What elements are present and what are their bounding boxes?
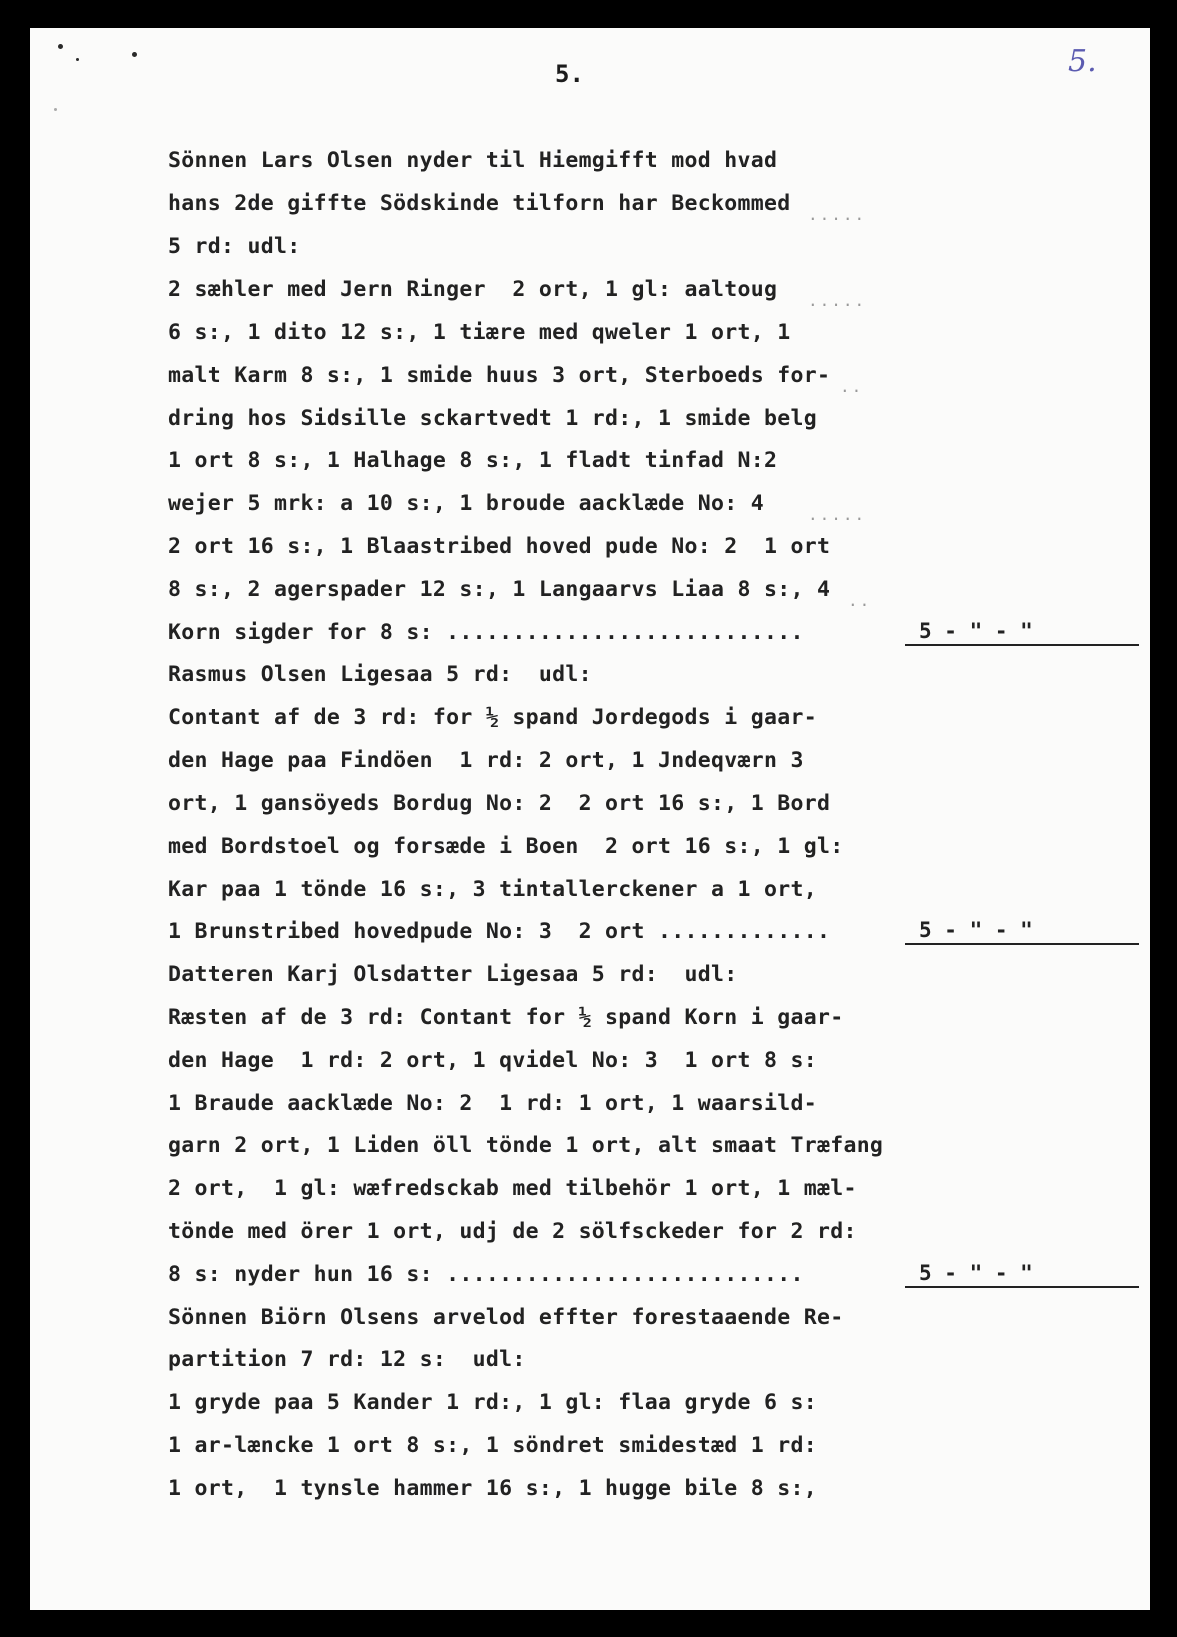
scan-speck — [58, 44, 63, 49]
text-line: 1 Brunstribed hovedpude No: 3 2 ort ............. — [168, 919, 831, 944]
faint-dot-leader: ..... — [808, 205, 867, 224]
amount-total: 5 - " - " — [905, 619, 1139, 646]
scan-speck — [76, 58, 79, 61]
text-line: Rasmus Olsen Ligesaa 5 rd: udl: — [168, 662, 592, 687]
text-line: 1 ort 8 s:, 1 Halhage 8 s:, 1 fladt tinfad N:2 — [168, 448, 778, 473]
text-line: 2 sæhler med Jern Ringer 2 ort, 1 gl: aaltoug — [168, 277, 778, 302]
text-line: 1 ar-læncke 1 ort 8 s:, 1 söndret smidestæd 1 rd: — [168, 1433, 817, 1458]
scan-speck — [132, 52, 137, 57]
text-line: 1 Braude aacklæde No: 2 1 rd: 1 ort, 1 waarsild- — [168, 1091, 817, 1116]
text-line: tönde med örer 1 ort, udj de 2 sölfsckeder for 2 rd: — [168, 1219, 857, 1244]
text-line: Ræsten af de 3 rd: Contant for ½ spand Korn i gaar- — [168, 1005, 844, 1030]
text-line: 8 s: nyder hun 16 s: ........................... — [168, 1262, 804, 1287]
scan-speck — [54, 108, 57, 111]
text-line: 1 gryde paa 5 Kander 1 rd:, 1 gl: flaa gryde 6 s: — [168, 1390, 817, 1415]
text-line: 1 ort, 1 tynsle hammer 16 s:, 1 hugge bile 8 s:, — [168, 1476, 817, 1501]
text-line: wejer 5 mrk: a 10 s:, 1 broude aacklæde No: 4 — [168, 491, 764, 516]
text-line: Kar paa 1 tönde 16 s:, 3 tintallerckener a 1 ort, — [168, 877, 817, 902]
text-line: Datteren Karj Olsdatter Ligesaa 5 rd: udl: — [168, 962, 738, 987]
text-line: garn 2 ort, 1 Liden öll tönde 1 ort, alt smaat Træfang — [168, 1133, 884, 1158]
text-line: malt Karm 8 s:, 1 smide huus 3 ort, Sterboeds for- — [168, 363, 831, 388]
text-line: 2 ort 16 s:, 1 Blaastribed hoved pude No: 2 1 ort — [168, 534, 831, 559]
text-line: 8 s:, 2 agerspader 12 s:, 1 Langaarvs Liaa 8 s:, 4 — [168, 577, 831, 602]
faint-dot-leader: ..... — [808, 505, 867, 524]
text-line: partition 7 rd: 12 s: udl: — [168, 1347, 526, 1372]
text-line: den Hage paa Findöen 1 rd: 2 ort, 1 Jndeqværn 3 — [168, 748, 804, 773]
text-line: 5 rd: udl: — [168, 234, 301, 259]
text-line: med Bordstoel og forsæde i Boen 2 ort 16 s:, 1 gl: — [168, 834, 844, 859]
faint-dot-leader: .. — [840, 377, 864, 396]
text-line: Sönnen Biörn Olsens arvelod effter forestaaende Re- — [168, 1305, 844, 1330]
page-number: 5. — [555, 60, 584, 88]
amount-total: 5 - " - " — [905, 1261, 1139, 1288]
text-line: Sönnen Lars Olsen nyder til Hiemgifft mod hvad — [168, 148, 778, 173]
amount-total: 5 - " - " — [905, 918, 1139, 945]
text-line: hans 2de giffte Södskinde tilforn har Beckommed — [168, 191, 791, 216]
text-line: den Hage 1 rd: 2 ort, 1 qvidel No: 3 1 ort 8 s: — [168, 1048, 817, 1073]
text-line: ort, 1 gansöyeds Bordug No: 2 2 ort 16 s:, 1 Bord — [168, 791, 831, 816]
handwritten-page-number: 5. — [1068, 44, 1097, 79]
text-line: 6 s:, 1 dito 12 s:, 1 tiære med qweler 1 ort, 1 — [168, 320, 791, 345]
text-line: Contant af de 3 rd: for ½ spand Jordegods i gaar- — [168, 705, 817, 730]
faint-dot-leader: .. — [848, 591, 872, 610]
text-line: 2 ort, 1 gl: wæfredsckab med tilbehör 1 ort, 1 mæl- — [168, 1176, 857, 1201]
document-page — [30, 28, 1150, 1610]
text-line: Korn sigder for 8 s: ........................... — [168, 620, 804, 645]
text-line: dring hos Sidsille sckartvedt 1 rd:, 1 smide belg — [168, 406, 817, 431]
faint-dot-leader: ..... — [808, 291, 867, 310]
